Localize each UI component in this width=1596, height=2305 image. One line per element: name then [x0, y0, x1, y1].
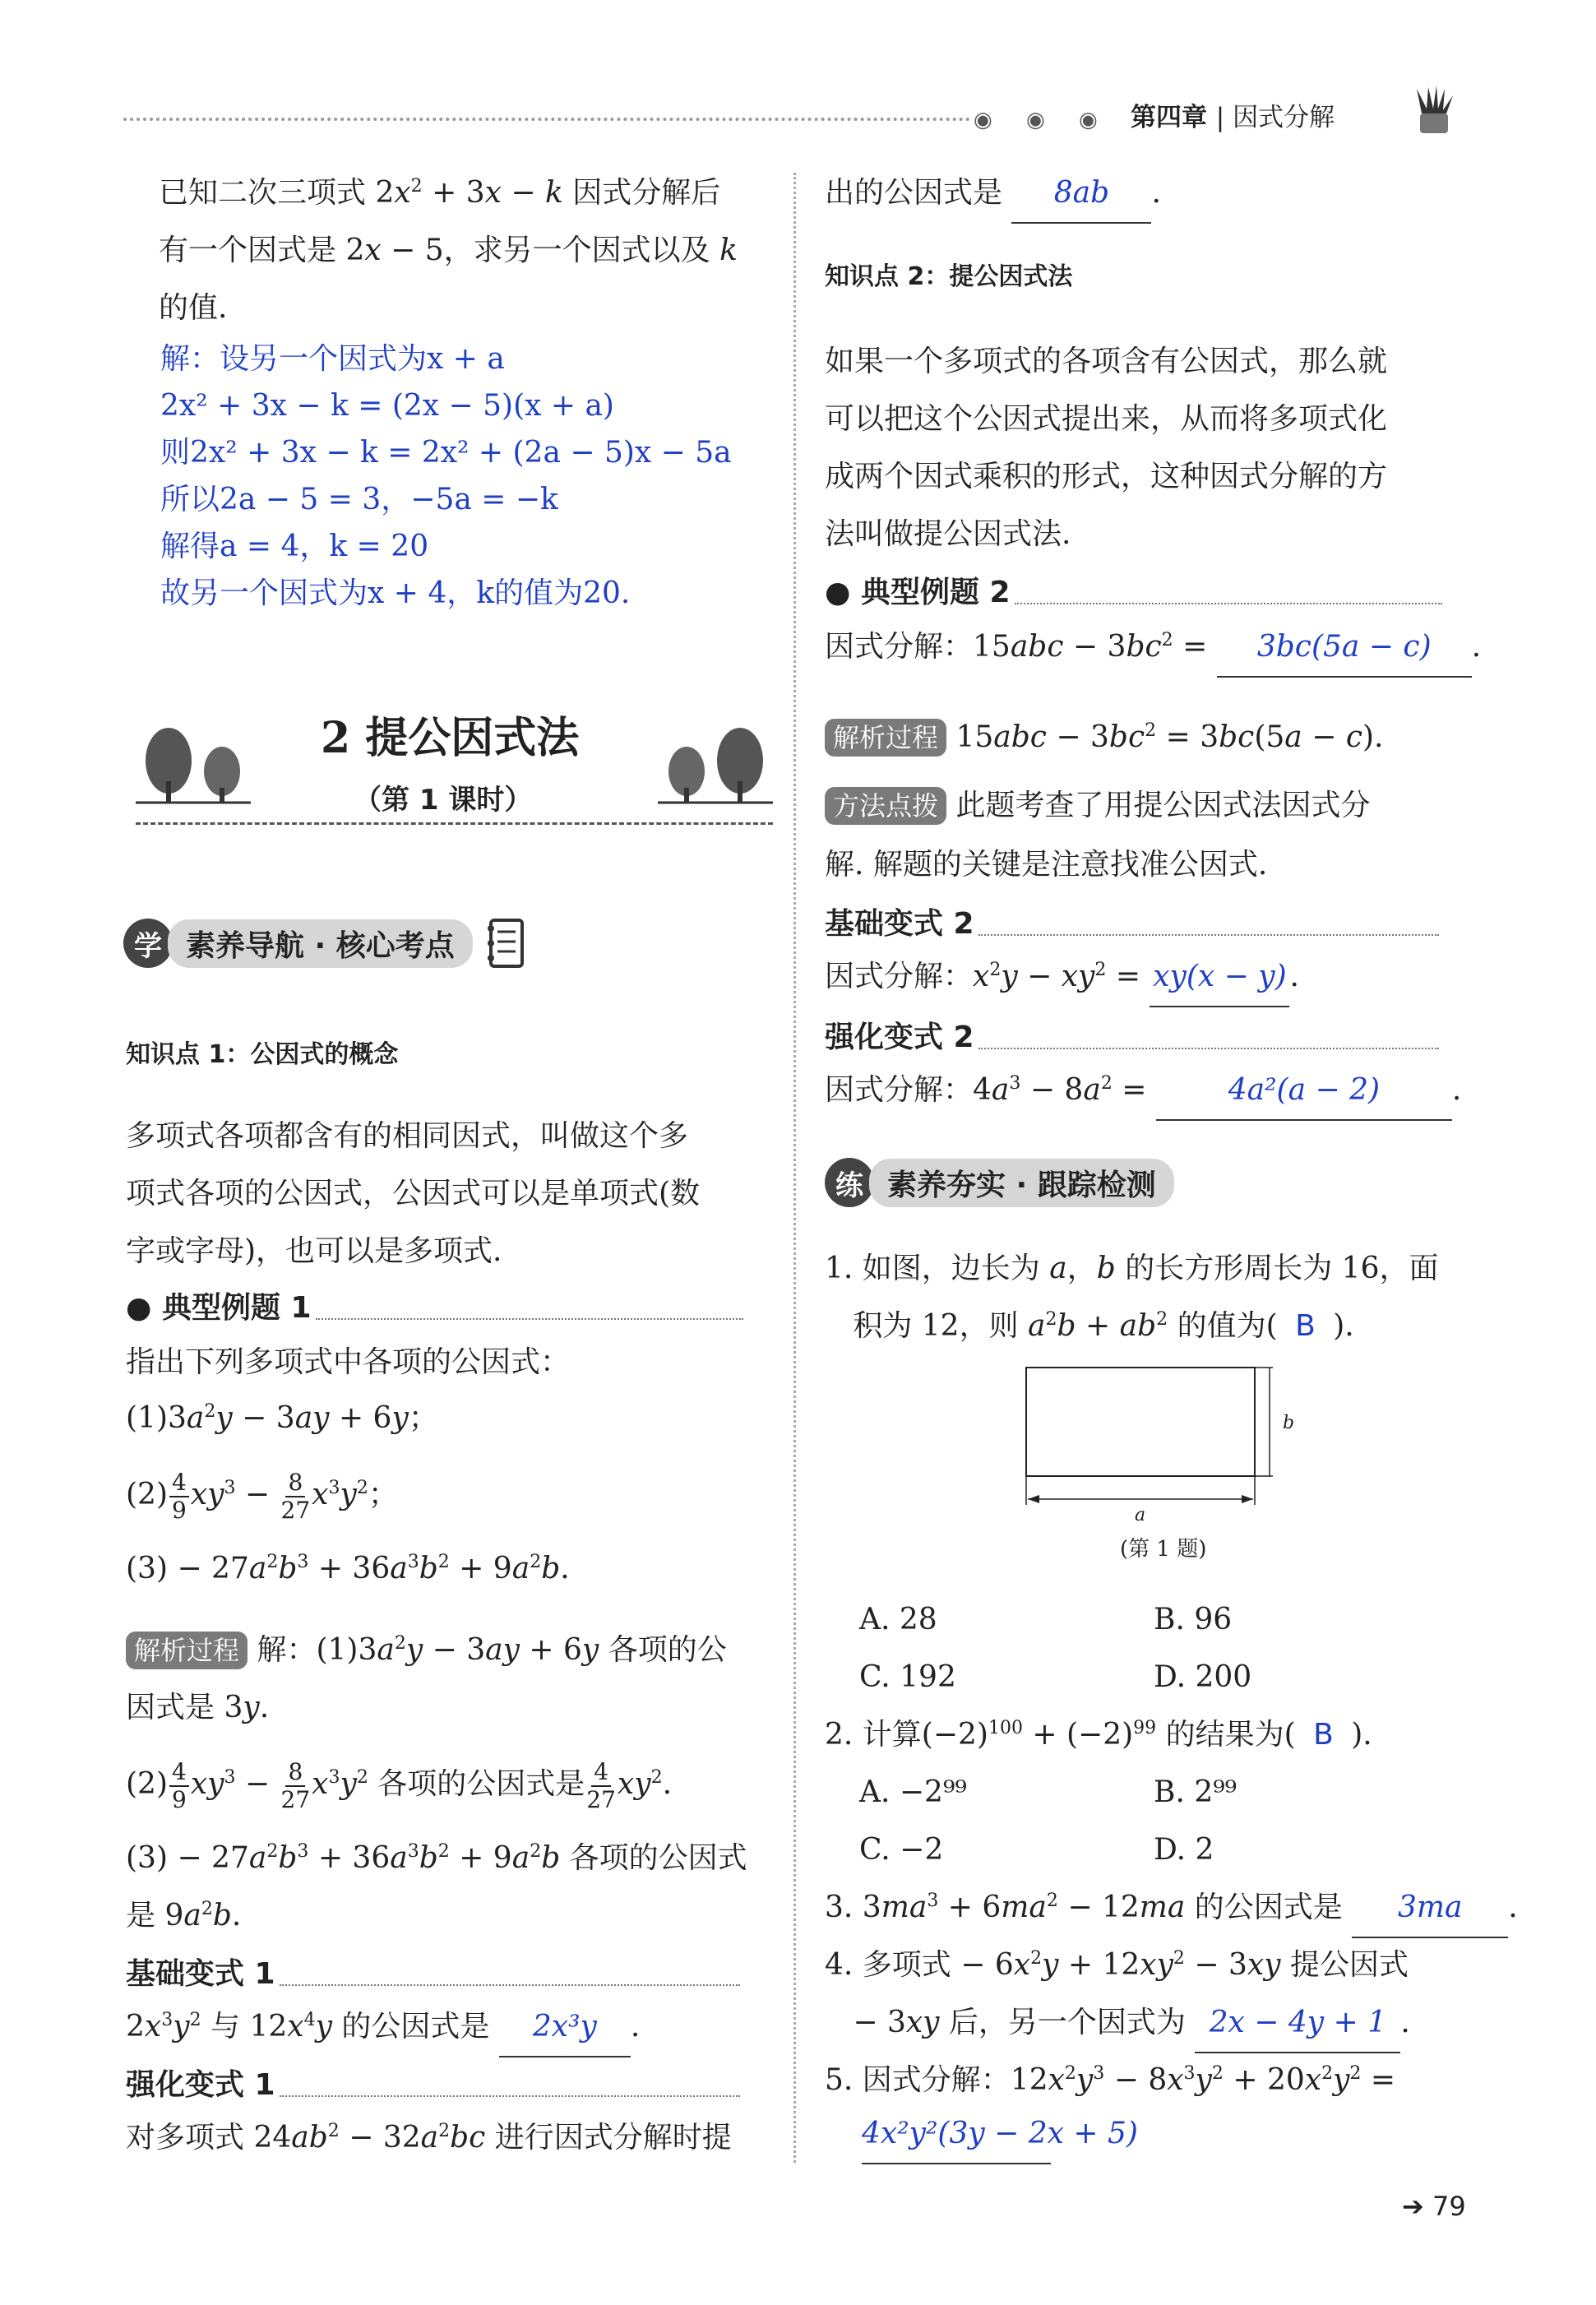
lesson-rule — [136, 822, 773, 825]
solution-line: 2x² + 3x − k = (2x − 5)(x + a) — [160, 389, 614, 423]
analysis1-line-3: (2) $\frac{4}{9}$ $xy^3$ − $\frac{8}{27}$ $x^3y^2$ 各项的公因式是 $\frac{4}{27}$ $xy^2$. — [126, 1758, 673, 1813]
solution-line: 解得a = 4，k = 20 — [160, 530, 429, 563]
q1-option-d[interactable]: D. 200 — [1154, 1660, 1252, 1694]
wavy-rule — [978, 1038, 1439, 1049]
example1-item-2: (2) $\frac{4}{9}$ $xy^3$ − $\frac{8}{27}$ $x^3y^2$； — [126, 1469, 398, 1524]
trees-left-icon — [136, 724, 251, 806]
method-line-1 — [825, 777, 1370, 835]
analysis-tag: 解析过程 — [825, 719, 946, 757]
method-line-2: 解. 解题的关键是注意找准公因式. — [825, 848, 1268, 882]
problem-line-1: 已知二次三项式 $2x^2 + 3x - k$ 因式分解后 — [159, 176, 721, 210]
answer-blank[interactable] — [862, 2105, 1138, 2164]
strong2-title: 强化变式 2 — [825, 1021, 974, 1054]
q2-option-d[interactable]: D. 2 — [1154, 1833, 1214, 1867]
handwritten-solution — [160, 336, 732, 617]
answer-blank[interactable] — [1150, 948, 1289, 1007]
frac-den: 27 — [586, 1786, 616, 1813]
example2-answer: 3bc(5a − c) — [1256, 630, 1432, 664]
wavy-rule — [978, 924, 1439, 936]
answer-blank[interactable] — [1195, 1994, 1400, 2053]
fraction — [169, 1470, 189, 1524]
section-learn-header — [123, 917, 527, 970]
method-text: 此题考查了用提公因式法因式分 — [955, 789, 1371, 822]
strong1-title: 强化变式 1 — [126, 2068, 275, 2102]
example2-title: ● 典型例题 2 — [825, 576, 1011, 609]
q2-question: 2. 计算$(-2)^{100} + (-2)^{99}$ 的结果为( B ). — [825, 1718, 1372, 1752]
analysis1-line-2: 因式是 3y. — [126, 1691, 270, 1724]
q2-option-a[interactable]: A. −2⁹⁹ — [859, 1775, 967, 1809]
q1-close: ). — [1333, 1309, 1354, 1343]
analysis2: 解析过程 $15abc - 3bc^2 = 3bc(5a - c)$. — [825, 709, 1383, 766]
q1-figure — [1011, 1361, 1307, 1542]
problem-line-3: 的值. — [159, 291, 228, 325]
q1-figure-caption: (第 1 题) — [1120, 1537, 1207, 1562]
q1-option-a[interactable]: A. 28 — [859, 1603, 937, 1636]
q2-option-b[interactable]: B. 2⁹⁹ — [1154, 1775, 1237, 1809]
q2-answer: B — [1313, 1718, 1334, 1752]
strong1-heading — [126, 2062, 740, 2104]
basic1-title: 基础变式 1 — [126, 1957, 275, 1991]
strong1-question-cont: 出的公因式是 8ab . — [825, 164, 1161, 224]
strong2-question: 因式分解：$4a^3 - 8a^2 = 4a^2(a - 2)$ . — [825, 1062, 1461, 1121]
strong1-answer: 8ab — [1053, 176, 1110, 210]
lesson-subtitle: （第 1 课时） — [354, 784, 533, 817]
method-tag: 方法点拨 — [825, 787, 946, 825]
frac-num: 4 — [169, 1759, 189, 1787]
lesson-title: 2 提公因式法 — [321, 713, 580, 763]
answer-blank[interactable] — [1156, 1062, 1452, 1121]
basic2-answer: xy(x − y) — [1153, 960, 1287, 993]
q1-option-b[interactable]: B. 96 — [1154, 1603, 1233, 1636]
strong1-cont-text: 出的公因式是 — [825, 176, 1003, 210]
kp2-line: 如果一个多项式的各项含有公因式，那么就 — [825, 345, 1388, 378]
q1-line-1: 1. 如图，边长为 a，b 的长方形周长为 16，面 — [825, 1252, 1439, 1285]
analysis1-line-5: 是 $9a^2b$. — [126, 1899, 242, 1932]
q5-line-1: 5. 因式分解：$12x^2y^3 - 8x^3y^2 + 20x^2y^2$ = — [825, 2063, 1396, 2097]
answer-blank[interactable] — [1011, 164, 1151, 224]
kp2-line: 法叫做提公因式法. — [825, 517, 1071, 551]
chapter-topic: 因式分解 — [1233, 103, 1335, 132]
q5-line-2 — [862, 2105, 1138, 2164]
frac-num: 8 — [285, 1759, 305, 1787]
basic1-heading — [126, 1951, 740, 1993]
example1-prompt: 指出下列多项式中各项的公因式： — [126, 1345, 571, 1379]
fraction — [169, 1759, 189, 1813]
header-rule — [123, 118, 970, 121]
solution-line: 则2x² + 3x − k = 2x² + (2a − 5)x − 5a — [160, 436, 732, 470]
fig-label-b: b — [1283, 1413, 1295, 1433]
kp1-line: 字或字母)，也可以是多项式. — [126, 1234, 502, 1268]
item2-prefix: (2) — [126, 1478, 168, 1511]
example2-heading — [825, 569, 1442, 611]
basic2-question: 因式分解：$x^2y - xy^2 = xy(x - y)$ . — [825, 948, 1299, 1007]
basic1-question: $2x^3y^2$ 与 $12x^4y$ 的公因式是 2x³y . — [126, 1998, 640, 2057]
answer-blank[interactable] — [1352, 1879, 1508, 1938]
frac-den: 27 — [280, 1497, 311, 1524]
fig-label-a: a — [1135, 1505, 1146, 1525]
kp1-line: 多项式各项都含有的相同因式，叫做这个多 — [126, 1119, 689, 1153]
kp2-line: 成两个因式乘积的形式，这种因式分解的方 — [825, 460, 1388, 493]
solution-line: 所以2a − 5 = 3，−5a = −k — [160, 483, 558, 516]
problem-line-2: 有一个因式是 2x − 5，求另一个因式以及 k — [159, 234, 738, 267]
solution-line: 故另一个因式为x + 4，k的值为20. — [160, 576, 631, 610]
kp1-title: 知识点 1：公因式的概念 — [126, 1040, 399, 1069]
frac-den: 9 — [172, 1786, 187, 1813]
q2-option-c[interactable]: C. −2 — [859, 1833, 944, 1867]
practice-title: 素养夯实 · 跟踪检测 — [869, 1159, 1174, 1207]
header-chapter: 第四章 | 因式分解 — [1131, 103, 1335, 132]
chapter-label: 第四章 — [1131, 103, 1207, 132]
section-practice-header — [825, 1158, 1174, 1207]
example1-title: ● 典型例题 1 — [126, 1291, 312, 1325]
example1-item-1: $(1)3a^2y - 3ay + 6y$； — [126, 1401, 438, 1435]
strong2-answer: 4a²(a − 2) — [1228, 1073, 1381, 1107]
strong2-heading — [825, 1014, 1439, 1056]
kp2-line: 可以把这个公因式提出来，从而将多项式化 — [825, 402, 1388, 436]
wavy-rule — [316, 1308, 743, 1320]
example1-item-3: $(3) - 27a^2b^3 + 36a^3b^2 + 9a^2b$. — [126, 1552, 570, 1585]
fraction — [281, 1759, 311, 1813]
analysis1-line-1: 解析过程 解：$(1)3a^2y - 3ay + 6y$ 各项的公 — [126, 1622, 727, 1679]
q1-answer: B — [1295, 1309, 1316, 1343]
q3-answer: 3ma — [1397, 1891, 1463, 1924]
q4-line-1: 4. 多项式 − $6x^2y + 12xy^2 - 3xy$ 提公因式 — [825, 1948, 1409, 1982]
example2-question: 因式分解：$15abc - 3bc^2 = 3bc(5a - c)$ . — [825, 618, 1481, 678]
fraction — [586, 1759, 616, 1813]
answer-blank[interactable] — [499, 1998, 631, 2057]
frac-num: 8 — [285, 1470, 305, 1497]
q4-answer: 2x − 4y + 1 — [1209, 2006, 1387, 2039]
grass-pot-icon — [1410, 84, 1458, 137]
basic2-heading — [825, 900, 1439, 942]
header-dots: ◉ ◉ ◉ — [974, 108, 1098, 132]
example1-heading — [126, 1284, 743, 1326]
q1-option-c[interactable]: C. 192 — [859, 1660, 956, 1694]
kp2-title: 知识点 2：提公因式法 — [825, 262, 1073, 291]
frac-den: 27 — [280, 1786, 311, 1813]
analysis1-line-4: $(3) - 27a^2b^3 + 36a^3b^2 + 9a^2b$ 各项的公因式 — [126, 1841, 747, 1875]
q4-line-2: − 3xy 后，另一个因式为 2x − 4y + 1 . — [825, 1994, 1410, 2053]
learn-badge: 学 — [123, 919, 173, 968]
q1-line-2: 积为 12，则 $a^2b + ab^2$ 的值为( B ). — [825, 1309, 1354, 1343]
page-number: 79 — [1432, 2191, 1466, 2222]
basic1-answer: 2x³y — [532, 2010, 597, 2043]
frac-den: 9 — [172, 1497, 187, 1524]
notebook-icon — [484, 917, 527, 970]
learn-title: 素养导航 · 核心考点 — [168, 919, 473, 968]
wavy-rule — [1015, 593, 1442, 604]
trees-right-icon — [658, 724, 773, 806]
q2-close: ). — [1351, 1718, 1372, 1752]
arrow-right-icon: ➔ — [1402, 2191, 1424, 2222]
strong1-question: 对多项式 $24ab^2 - 32a^2bc$ 进行因式分解时提 — [126, 2121, 732, 2155]
wavy-rule — [280, 1974, 740, 1986]
frac-num: 4 — [591, 1759, 611, 1787]
column-divider — [793, 173, 796, 2163]
page-footer — [1402, 2187, 1466, 2225]
wavy-rule — [280, 2085, 740, 2097]
practice-badge: 练 — [825, 1158, 874, 1207]
answer-blank[interactable] — [1217, 618, 1472, 678]
q3-question: 3. $3ma^3 + 6ma^2 - 12ma$ 的公因式是 3ma . — [825, 1879, 1518, 1938]
frac-num: 4 — [169, 1470, 189, 1497]
kp1-line: 项式各项的公因式，公因式可以是单项式(数 — [126, 1177, 701, 1210]
fraction — [281, 1470, 311, 1524]
solution-line: 解：设另一个因式为x + a — [160, 342, 505, 376]
basic2-title: 基础变式 2 — [825, 907, 974, 941]
analysis-tag: 解析过程 — [126, 1632, 247, 1669]
q5-answer: 4x²y²(3y − 2x + 5) — [862, 2117, 1138, 2150]
